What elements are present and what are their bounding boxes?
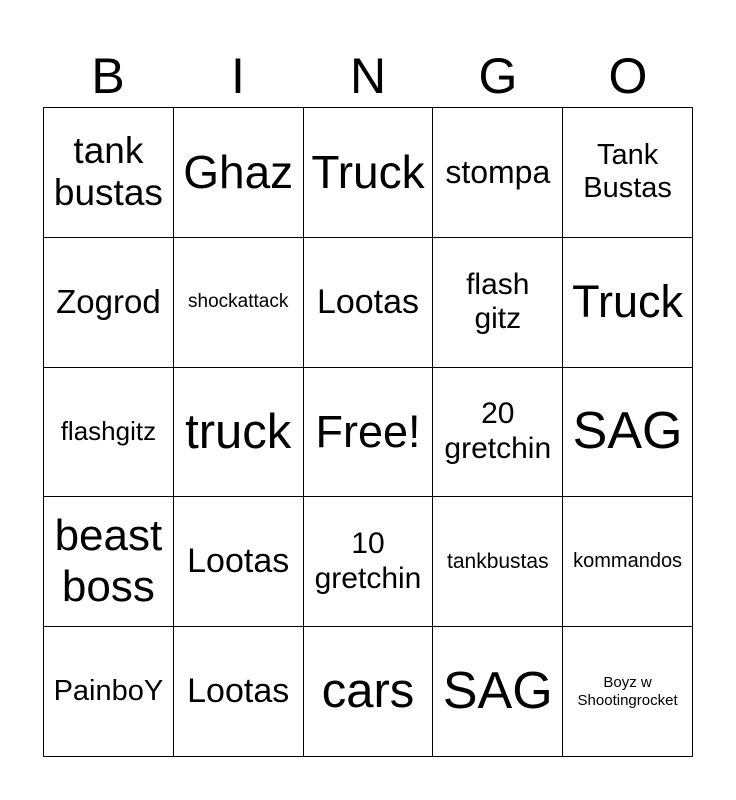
cell-text: flashgitz	[60, 416, 157, 447]
bingo-cell[interactable]	[433, 627, 563, 757]
bingo-cell[interactable]	[433, 108, 563, 238]
bingo-cell[interactable]	[44, 368, 174, 498]
cell-text: shockattack	[188, 291, 289, 313]
cell-text: Lootas	[187, 672, 290, 711]
cell-text: flash gitz	[466, 267, 530, 336]
header-letter-b: B	[91, 48, 125, 104]
bingo-cell[interactable]	[433, 238, 563, 368]
bingo-cell[interactable]	[174, 238, 304, 368]
bingo-cell[interactable]	[563, 497, 693, 627]
cell-text: SAG	[572, 402, 683, 461]
bingo-cell[interactable]	[433, 368, 563, 498]
bingo-cell[interactable]	[44, 238, 174, 368]
header-letter-n: N	[349, 48, 387, 104]
cell-text: Truck	[572, 276, 684, 328]
bingo-cell[interactable]	[563, 108, 693, 238]
bingo-cell[interactable]	[304, 627, 434, 757]
cell-text: Boyz w Shootingrocket	[577, 674, 678, 709]
cell-text: cars	[321, 664, 415, 719]
header-letter-o: O	[608, 48, 648, 104]
cell-text: beast boss	[54, 511, 163, 611]
bingo-cell[interactable]	[563, 238, 693, 368]
bingo-cell[interactable]	[174, 497, 304, 627]
bingo-cell[interactable]	[174, 108, 304, 238]
cell-text: 10 gretchin	[314, 527, 422, 595]
bingo-cell[interactable]	[433, 497, 563, 627]
bingo-cell[interactable]	[44, 627, 174, 757]
cell-text: Truck	[311, 145, 425, 198]
bingo-header	[43, 46, 693, 106]
bingo-cell[interactable]	[174, 627, 304, 757]
cell-text: SAG	[442, 661, 553, 720]
bingo-cell[interactable]	[44, 497, 174, 627]
bingo-board	[43, 107, 693, 757]
cell-text: Tank Bustas	[583, 139, 672, 205]
cell-text: 20 gretchin	[444, 397, 552, 465]
cell-text: PainboY	[53, 674, 164, 707]
cell-text: tank bustas	[53, 129, 163, 214]
bingo-cell[interactable]	[304, 497, 434, 627]
cell-text: kommandos	[573, 550, 683, 573]
bingo-cell[interactable]	[563, 368, 693, 498]
bingo-cell[interactable]	[304, 368, 434, 498]
cell-text: tankbustas	[447, 549, 549, 573]
cell-text: truck	[185, 404, 292, 459]
header-letter-i: I	[231, 48, 245, 104]
cell-text: Lootas	[316, 282, 420, 321]
bingo-cell[interactable]	[174, 368, 304, 498]
cell-text: Ghaz	[183, 145, 294, 198]
cell-text: Zogrod	[56, 283, 161, 321]
cell-text: Free!	[315, 406, 421, 458]
bingo-cell[interactable]	[44, 108, 174, 238]
cell-text: Lootas	[187, 542, 290, 581]
bingo-cell[interactable]	[304, 238, 434, 368]
bingo-cell[interactable]	[563, 627, 693, 757]
cell-text: stompa	[445, 154, 551, 190]
bingo-cell[interactable]	[304, 108, 434, 238]
header-letter-g: G	[478, 48, 518, 104]
